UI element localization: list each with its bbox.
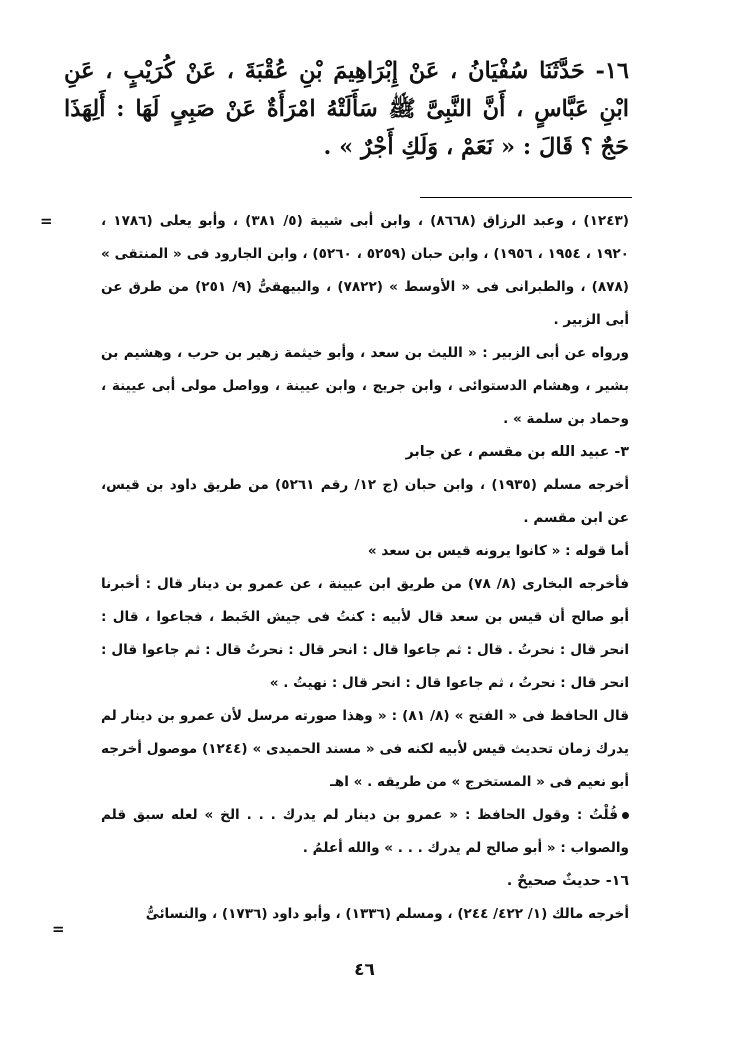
section-heading-hadith-16: ١٦- حديثٌ صحيحٌ . xyxy=(506,873,629,889)
footnote-para-4: أما قوله : « كانوا يرونه قيس بن سعد » xyxy=(367,543,629,559)
footnote-para-6: قال الحافظ فى « الفتح » (٨/ ٨١) : « وهذا صورته مرسل لأن عمرو بن دينار لم يدرك زمان تحديث قيس لأبيه لكنه فى « مسند الحميدى » (١٢٤٤) موصول أخرجه أبو نعيم فى « المستخرج » من طريقه . » اهـ xyxy=(101,708,629,790)
footnote-note xyxy=(101,799,629,865)
continuation-mark: = xyxy=(40,212,53,230)
footnotes xyxy=(101,205,629,931)
footnote-note-text: قُلْتُ : وقول الحافظ : « عمرو بن دينار لم يدرك . . . الخ » لعله سبق قلم والصواب : « أبو صالح لم يدرك . . . » والله أعلمُ . xyxy=(101,807,629,856)
footnote-para-7: أخرجه مالك (١/ ٤٢٢/ ٢٤٤) ، ومسلم (١٣٣٦) ، وأبو داود (١٧٣٦) ، والنسائىُّ xyxy=(145,906,629,922)
footnote-para-1: (١٢٤٣) ، وعبد الرزاق (٨٦٦٨) ، وابن أبى شيبة (٥/ ٣٨١) ، وأبو يعلى (١٧٨٦ ، ١٩٢٠ ، ١٩٥٤ ، ١٩٥٦) ، وابن حبان (٥٢٥٩ ، ٥٢٦٠) ، وابن الجارود فى « المنتقى » (٨٧٨) ، والطبرانى فى « الأوسط » (٧٨٢٢) ، والبيهقىُّ (٩/ ٢٥١) من طرق عن أبى الزبير . xyxy=(101,213,630,328)
section-heading-jabir: ٣- عبيد الله بن مقسم ، عن جابر xyxy=(405,444,629,460)
footnote-para-2: ورواه عن أبى الزبير : « الليث بن سعد ، وأبو خيثمة زهير بن حرب ، وهشيم بن بشير ، وهشام الدستوائى ، وابن جريج ، وابن عيينة ، وواصل مولى أبى عيينة ، وحماد بن سلمة » . xyxy=(101,345,629,427)
footnote-separator xyxy=(420,197,632,198)
hadith-text: ١٦- حَدَّثَنَا سُفْيَانُ ، عَنْ إِبْرَاهِيمَ بْنِ عُقْبَةَ ، عَنْ كُرَيْبٍ ، عَنِ ابْنِ عَبَّاسٍ ، أَنَّ النَّبِىَّ ﷺ سَأَلَتْهُ امْرَأَةٌ عَنْ صَبِىٍ لَهَا : أَلِهَذَا حَجٌ ؟ قَالَ : « نَعَمْ ، وَلَكِ أَجْرٌ » . xyxy=(64,58,629,160)
page-number: ٤٦ xyxy=(354,960,375,980)
footnote-para-5: فأخرجه البخارى (٨/ ٧٨) من طريق ابن عيينة ، عن عمرو بن دينار قال : أخبرنا أبو صالح أن قيس بن سعد قال لأبيه : كنتُ فى جيش الخَبط ، فجاعوا ، قال : انحر قال : نحرتُ . قال : ثم جاعوا قال : انحر قال : نحرتُ قال : ثم جاعوا قال : انحر قال : نحرتُ ، ثم جاعوا قال : انحر قال : نهيتُ . » xyxy=(101,576,629,691)
bullet-icon xyxy=(622,812,629,819)
footnote-para-3: أخرجه مسلم (١٩٣٥) ، وابن حبان (ج ١٢/ رقم ٥٢٦١) من طريق داود بن قيس، عن ابن مقسم . xyxy=(101,477,629,526)
end-continuation-mark: = xyxy=(52,920,65,938)
